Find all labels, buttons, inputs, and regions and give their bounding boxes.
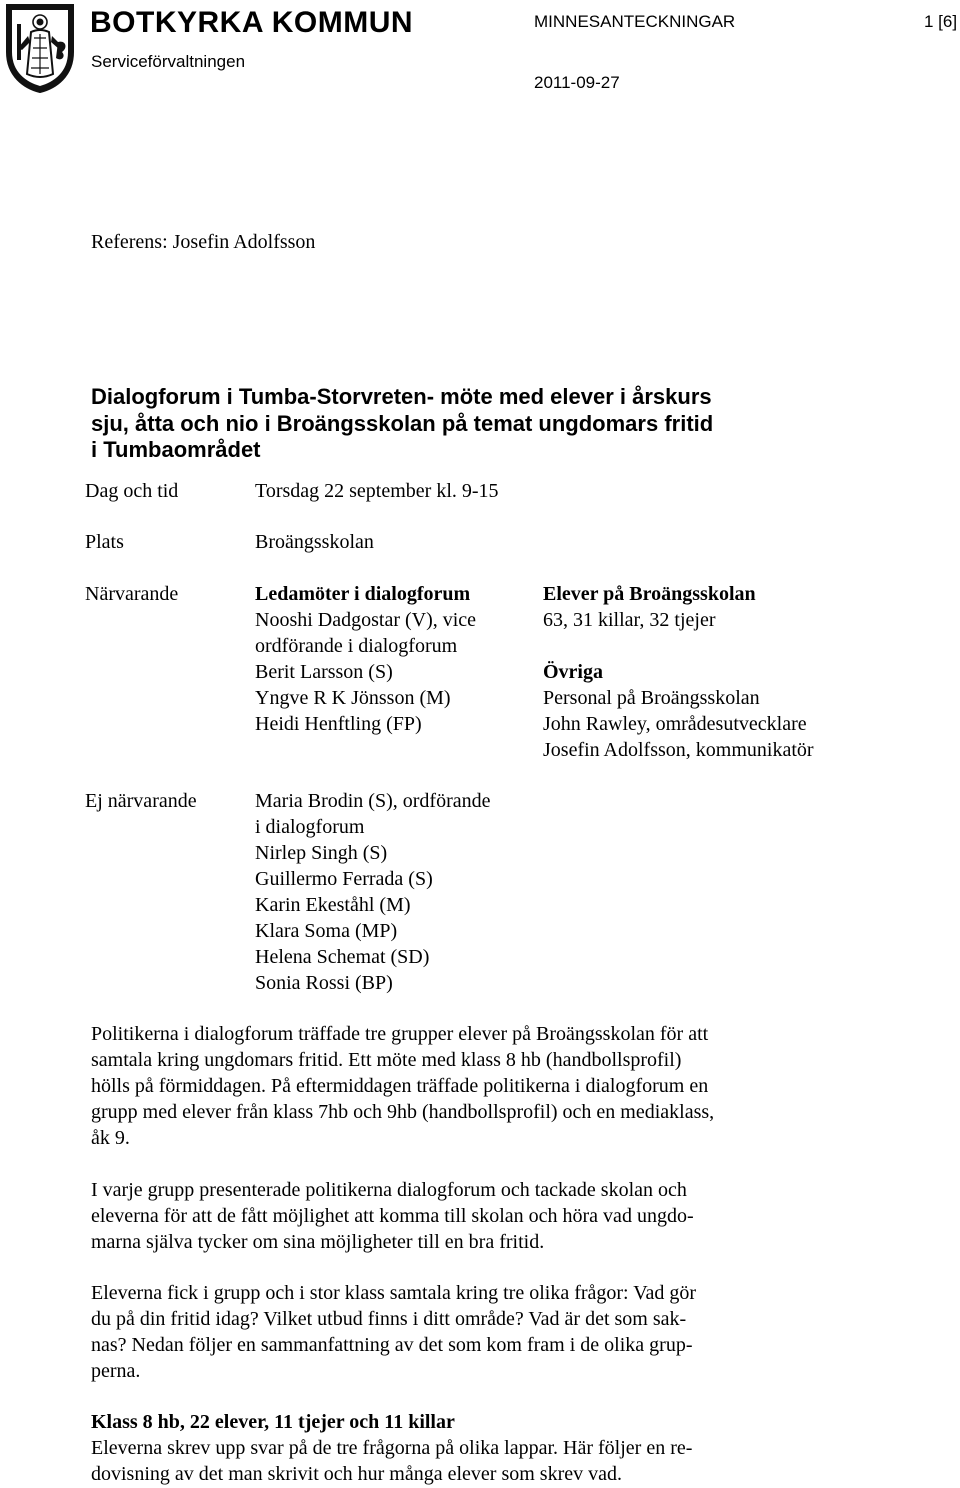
paragraph-line: samtala kring ungdomars fritid. Ett möte med klass 8 hb (handbollsprofil) xyxy=(91,1049,682,1071)
list-item: Personal på Broängsskolan xyxy=(543,687,760,709)
absent-label: Ej närvarande xyxy=(85,790,197,812)
list-item: Klara Soma (MP) xyxy=(255,920,398,942)
students-count: 63, 31 killar, 32 tjejer xyxy=(543,609,716,631)
place-value: Broängsskolan xyxy=(255,531,374,553)
paragraph-line: perna. xyxy=(91,1360,141,1382)
date-value: Torsdag 22 september kl. 9-15 xyxy=(255,480,499,502)
title-line: i Tumbaområdet xyxy=(91,437,261,462)
paragraph-line: I varje grupp presenterade politikerna dialogforum och tackade skolan och xyxy=(91,1179,687,1201)
students-heading: Elever på Broängsskolan xyxy=(543,583,756,605)
list-item: Nirlep Singh (S) xyxy=(255,842,388,864)
paragraph-line: nas? Nedan följer en sammanfattning av det som kom fram i de olika grup- xyxy=(91,1334,693,1356)
paragraph-line: eleverna för att de fått möjlighet att komma till skolan och höra vad ungdo- xyxy=(91,1205,694,1227)
page-number: 1 [6] xyxy=(924,12,958,31)
members-list xyxy=(255,581,476,737)
paragraph-line: hölls på förmiddagen. På eftermiddagen träffade politikerna i dialogforum en xyxy=(91,1075,709,1097)
organization-name: BOTKYRKA KOMMUN xyxy=(90,6,414,39)
list-item: Guillermo Ferrada (S) xyxy=(255,868,433,890)
members-heading: Ledamöter i dialogforum xyxy=(255,583,471,605)
paragraph-line: dovisning av det man skrivit och hur många elever som skrev vad. xyxy=(91,1463,622,1485)
list-item: John Rawley, områdesutvecklare xyxy=(543,713,807,735)
document-type: MINNESANTECKNINGAR xyxy=(534,12,736,31)
body-paragraph xyxy=(91,1280,851,1384)
paragraph-line: du på din fritid idag? Vilket utbud finns i ditt område? Vad är det som sak- xyxy=(91,1308,687,1330)
attendees-other xyxy=(543,581,814,763)
list-item: i dialogforum xyxy=(255,816,365,838)
reference-line: Referens: Josefin Adolfsson xyxy=(91,231,316,253)
list-item: Berit Larsson (S) xyxy=(255,661,393,683)
botkyrka-coat-of-arms-logo xyxy=(4,2,76,94)
document-date: 2011-09-27 xyxy=(534,73,620,92)
paragraph-line: marna själva tycker om sina möjligheter till en bra fritid. xyxy=(91,1231,545,1253)
title-line: sju, åtta och nio i Broängsskolan på temat ungdomars fritid xyxy=(91,410,714,436)
body-paragraph xyxy=(91,1021,851,1151)
body-paragraph xyxy=(91,1177,851,1255)
paragraph-line: grupp med elever från klass 7hb och 9hb (handbollsprofil) och en mediaklass, xyxy=(91,1101,715,1123)
date-label: Dag och tid xyxy=(85,480,179,502)
list-item: Sonia Rossi (BP) xyxy=(255,972,393,994)
others-heading: Övriga xyxy=(543,661,603,683)
title-line: Dialogforum i Tumba-Storvreten- möte med elever i årskurs xyxy=(91,384,712,409)
absent-list xyxy=(255,788,491,996)
list-item: Maria Brodin (S), ordförande xyxy=(255,790,491,812)
list-item: Nooshi Dadgostar (V), vice xyxy=(255,609,477,631)
section-heading: Klass 8 hb, 22 elever, 11 tjejer och 11 killar xyxy=(91,1411,455,1433)
paragraph-line: Eleverna fick i grupp och i stor klass samtala kring tre olika frågor: Vad gör xyxy=(91,1282,697,1304)
list-item: Heidi Henftling (FP) xyxy=(255,713,422,735)
paragraph-line: Eleverna skrev upp svar på de tre frågorna på olika lappar. Här följer en re- xyxy=(91,1437,693,1459)
list-item: Karin Ekeståhl (M) xyxy=(255,894,411,916)
paragraph-line: åk 9. xyxy=(91,1127,130,1149)
list-item: Helena Schemat (SD) xyxy=(255,946,430,968)
list-item: Josefin Adolfsson, kommunikatör xyxy=(543,739,814,761)
list-item: Yngve R K Jönsson (M) xyxy=(255,687,451,709)
document-title xyxy=(91,384,851,464)
department-name: Serviceförvaltningen xyxy=(91,52,246,71)
list-item: ordförande i dialogforum xyxy=(255,635,458,657)
place-label: Plats xyxy=(85,531,124,553)
present-label: Närvarande xyxy=(85,583,179,605)
section-class-8hb xyxy=(91,1409,851,1487)
paragraph-line: Politikerna i dialogforum träffade tre grupper elever på Broängsskolan för att xyxy=(91,1023,709,1045)
